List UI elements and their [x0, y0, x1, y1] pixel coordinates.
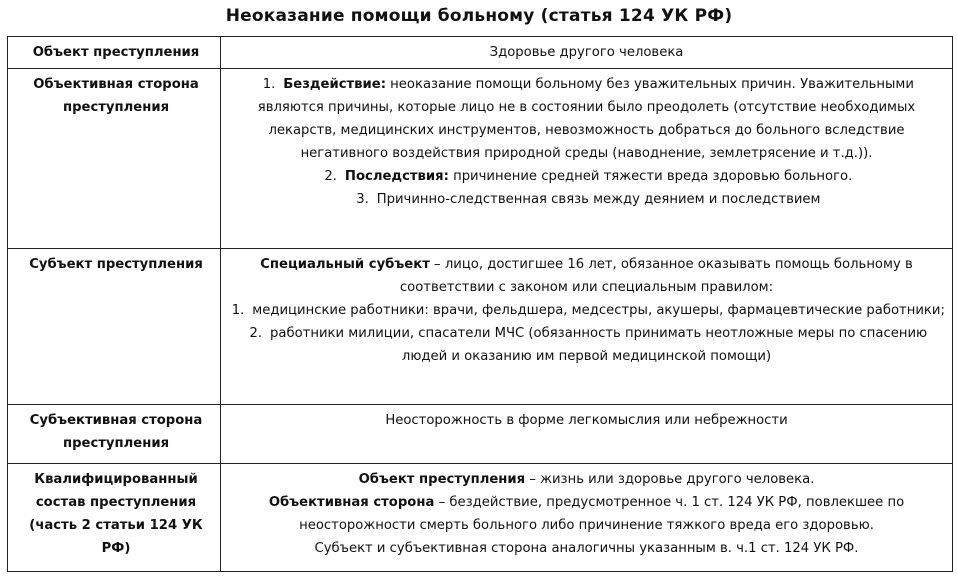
row-header-qualified: Квалифицированный состав преступления (часть 2 статьи 124 УК РФ) — [8, 464, 221, 572]
item-text: причинение средней тяжести вреда здоровью больного. — [448, 169, 853, 184]
qualified-line-3: Субъект и субъективная сторона аналогичны указанным в. ч.1 ст. 124 УК РФ. — [314, 541, 859, 556]
qualified-text-1: – жизнь или здоровье другого человека. — [525, 472, 815, 487]
table-row-object — [8, 37, 953, 69]
objective-item-3 — [227, 188, 946, 211]
item-term: Бездействие: — [283, 77, 386, 92]
item-number: 3. — [356, 192, 369, 207]
item-number: 1. — [262, 77, 276, 92]
item-text: медицинские работники: врачи, фельдшера, медсестры, акушеры, фармацевтические работники; — [252, 303, 945, 318]
subject-item-1 — [227, 299, 946, 322]
table-row-subjective-side — [8, 405, 953, 464]
subject-item-2 — [227, 322, 946, 368]
table-row-subject — [8, 249, 953, 405]
qualified-term-2: Объективная сторона — [268, 495, 435, 510]
item-text: неоказание помощи больному без уважительных причин. Уважительными являются причины, которые лицо не в состоянии было преодолеть (отсутствие необходимых лекарств, медицинских инструментов, невозможность добраться до больного вследствие негативного воздействия природной среды (наводнение, землетрясение и т.д.)). — [257, 77, 916, 161]
subject-text: – лицо, достигшее 16 лет, обязанное оказывать помощь больному в соответствии с законом или специальным правилом: — [399, 257, 913, 295]
row-content-object: Здоровье другого человека — [221, 37, 953, 69]
row-header-object: Объект преступления — [8, 37, 221, 69]
item-number: 1. — [231, 303, 245, 318]
objective-item-2 — [227, 165, 946, 188]
qualified-line-2 — [227, 491, 946, 537]
item-text: Причинно-следственная связь между деянием и последствием — [376, 192, 821, 207]
row-header-objective-side: Объективная сторона преступления — [8, 69, 221, 249]
qualified-text-2: – бездействие, предусмотренное ч. 1 ст. 124 УК РФ, повлекшее по неосторожности смерть больного либо причинение тяжкого вреда его здоровью. — [299, 495, 905, 533]
item-number: 2. — [249, 326, 263, 341]
row-header-subjective-side: Субъективная сторона преступления — [8, 405, 221, 464]
item-text: работники милиции, спасатели МЧС (обязанность принимать неотложные меры по спасению людей и оказанию им первой медицинской помощи) — [270, 326, 928, 364]
row-content-subject — [221, 249, 953, 405]
page-title: Неоказание помощи больному (статья 124 УК РФ) — [225, 6, 733, 26]
qualified-line-1 — [227, 468, 946, 491]
objective-item-1 — [227, 73, 946, 165]
subject-intro — [227, 253, 946, 299]
item-term: Последствия: — [344, 169, 449, 184]
row-content-qualified — [221, 464, 953, 572]
row-header-subject: Субъект преступления — [8, 249, 221, 405]
row-content-objective-side — [221, 69, 953, 249]
row-content-subjective-side: Неосторожность в форме легкомыслия или небрежности — [221, 405, 953, 464]
table-row-qualified — [8, 464, 953, 572]
table-row-objective-side — [8, 69, 953, 249]
crime-elements-table — [7, 36, 953, 572]
item-number: 2. — [324, 169, 337, 184]
subject-term: Специальный субъект — [260, 257, 430, 272]
qualified-term-1: Объект преступления — [358, 472, 526, 487]
